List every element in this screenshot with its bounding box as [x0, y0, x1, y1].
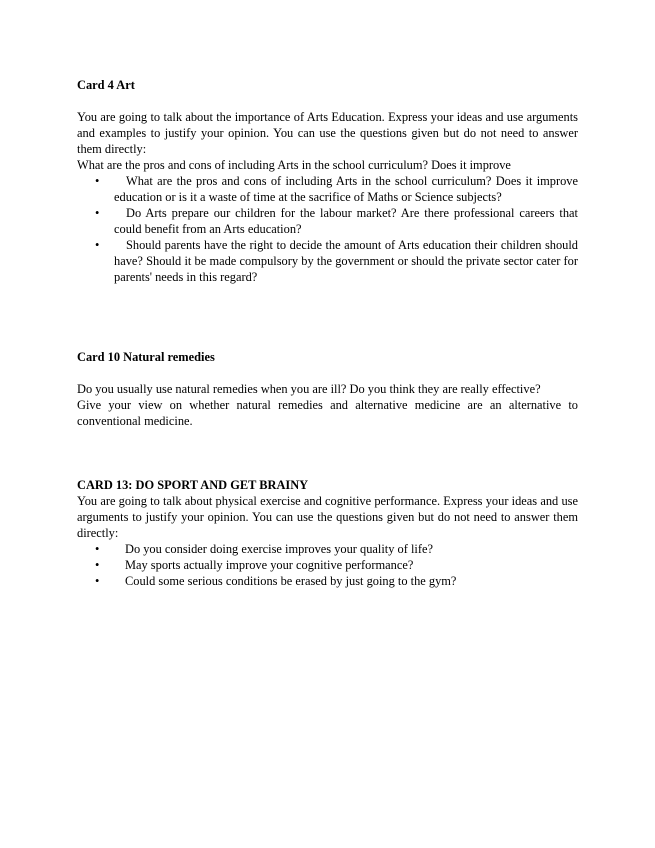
card-4-art [77, 77, 578, 285]
card-title: Card 4 Art [77, 78, 135, 92]
bullet-icon: • [95, 174, 100, 188]
list-item: • Do you consider doing exercise improves your quality of life? [95, 542, 433, 556]
card-title: CARD 13: DO SPORT AND GET BRAINY [77, 478, 309, 492]
card-instruction-paragraph: Give your view on whether natural remedies and alternative medicine are an alternative to conventional medicine. [77, 398, 578, 428]
list-item: • Could some serious conditions be erased by just going to the gym? [95, 574, 457, 588]
list-item: • May sports actually improve your cognitive performance? [95, 558, 414, 572]
bullet-icon: • [95, 574, 100, 588]
card-title: Card 10 Natural remedies [77, 350, 215, 364]
question-list [77, 173, 578, 285]
card-question-paragraph: Do you usually use natural remedies when you are ill? Do you think they are really effective? [77, 382, 541, 396]
list-item: • What are the pros and cons of including Arts in the school curriculum? Does it improve education or is it a waste of time at the sacrifice of Maths or Science subjects? [95, 174, 578, 204]
bullet-icon: • [95, 238, 100, 252]
list-item: • Should parents have the right to decide the amount of Arts education their children should have? Should it be made compulsory by the government or should the private sector cater for parents' needs in this regard? [95, 238, 578, 284]
card-intro-paragraph: You are going to talk about physical exercise and cognitive performance. Express your ideas and use arguments to justify your opinion. You can use the questions given but do not need to answer them directly: [77, 494, 578, 540]
bullet-icon: • [95, 558, 100, 572]
card-13-sport-brainy [77, 477, 578, 589]
bullet-icon: • [95, 542, 100, 556]
card-question-line: What are the pros and cons of including Arts in the school curriculum? Does it improve [77, 158, 511, 172]
card-intro-paragraph: You are going to talk about the importance of Arts Education. Express your ideas and use arguments and examples to justify your opinion. You can use the questions given but do not need to answer them directly: [77, 110, 578, 156]
bullet-icon: • [95, 206, 100, 220]
list-item: • Do Arts prepare our children for the labour market? Are there professional careers that could benefit from an Arts education? [95, 206, 578, 236]
question-list [77, 541, 578, 589]
card-10-natural-remedies [77, 349, 578, 429]
